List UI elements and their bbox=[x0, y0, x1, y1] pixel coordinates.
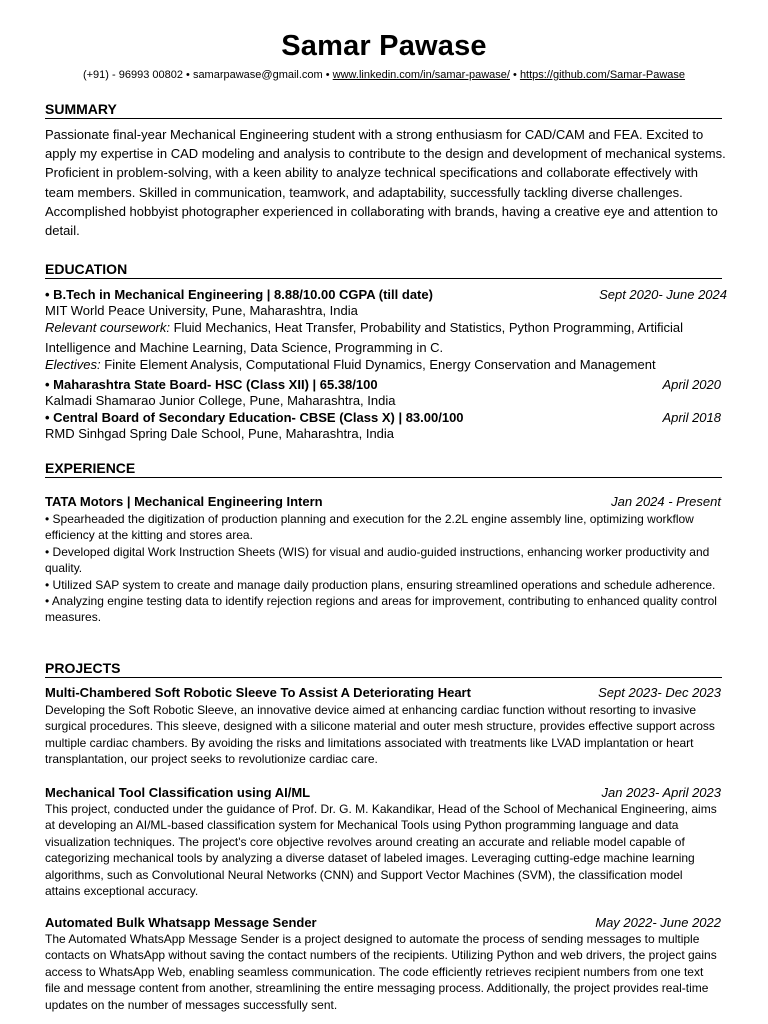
contact-line: (+91) - 96993 00802 • samarpawase@gmail.com • www.linkedin.com/in/samar-pawase/ • https://github.com/Samar-Pawase bbox=[82, 69, 686, 81]
ssc-title: • Central Board of Secondary Education- CBSE (Class X) | 83.00/100 bbox=[45, 410, 464, 425]
project-description: This project, conducted under the guidance of Prof. Dr. G. M. Kakandikar, Head of the School of Mechanical Engineering, aims at developing an AI/ML-based classification system for Mechanical Tools using Python programming language and data visualization techniques. The project's core objective revolves around creating an accurate and reliable model capable of categorizing mechanical tools by analyzing a diverse dataset of labeled images. Leveraging cutting-edge machine learning algorithms, such as Convolutional Neural Networks (CNN) and Support Vector Machines (SVM), the classification model attains exceptional accuracy. bbox=[45, 802, 717, 899]
btech-school: MIT World Peace University, Pune, Maharashtra, India bbox=[45, 303, 358, 318]
hsc-date: April 2020 bbox=[662, 377, 721, 392]
btech-electives bbox=[45, 357, 727, 373]
project-entry-2 bbox=[45, 785, 721, 801]
list-item: • Utilized SAP system to create and manage daily production plans, ensuring streamlined operations and schedule adherence. bbox=[45, 577, 716, 592]
phone-number: (+91) - 96993 00802 bbox=[82, 69, 183, 81]
education-entry-btech bbox=[45, 287, 727, 303]
project-date: May 2022- June 2022 bbox=[595, 915, 721, 930]
education-heading: EDUCATION bbox=[45, 261, 722, 279]
list-item: • Spearheaded the digitization of production planning and execution for the 2.2L engine assembly line, optimizing workflow efficiency at the kitting and stores area. bbox=[45, 512, 694, 543]
candidate-name: Samar Pawase bbox=[281, 30, 487, 62]
experience-entry bbox=[45, 494, 721, 510]
github-link[interactable]: https://github.com/Samar-Pawase bbox=[519, 69, 686, 81]
linkedin-link[interactable]: www.linkedin.com/in/samar-pawase/ bbox=[332, 69, 510, 81]
project-entry-3 bbox=[45, 915, 721, 931]
coursework-text: Fluid Mechanics, Heat Transfer, Probability and Statistics, Python Programming, Artificial Intelligence and Machine Learning, Data Science, Programming in C. bbox=[45, 320, 683, 355]
project-description: Developing the Soft Robotic Sleeve, an innovative device aimed at enhancing cardiac function without resorting to invasive surgical procedures. This sleeve, designed with a silicone material and outer mesh structure, provides effective support across multiple cardiac chambers. By avoiding the risks and limitations associated with treatments like LVAD implantation or heart transplantation, our project seeks to revolutionize cardiac care. bbox=[45, 703, 715, 767]
ssc-date: April 2018 bbox=[662, 410, 721, 425]
project-description: The Automated WhatsApp Message Sender is a project designed to automate the process of sending messages to multiple contacts on WhatsApp without saving the contact numbers of the recipients. Utilizing Python and web drivers, the project gains access to WhatsApp Web, enabling seamless communication. The code efficiently retrieves recipient numbers from one text file and message content from another, streamlining the entire messaging process. Additionally, the project provides real-time updates on the number of messages successfully sent. bbox=[45, 932, 717, 1012]
project-entry-1 bbox=[45, 685, 721, 701]
hsc-title: • Maharashtra State Board- HSC (Class XII) | 65.38/100 bbox=[45, 377, 378, 392]
btech-coursework bbox=[45, 318, 727, 357]
hsc-school: Kalmadi Shamarao Junior College, Pune, Maharashtra, India bbox=[45, 393, 396, 408]
project-title: Mechanical Tool Classification using AI/ML bbox=[45, 785, 311, 800]
project-date: Jan 2023- April 2023 bbox=[601, 785, 721, 800]
degree-title: • B.Tech in Mechanical Engineering | 8.88/10.00 CGPA (till date) bbox=[45, 287, 433, 302]
list-item: • Analyzing engine testing data to identify rejection regions and areas for improvement, contributing to enhanced quality control measures. bbox=[45, 594, 717, 625]
experience-bullets bbox=[45, 511, 717, 626]
experience-heading: EXPERIENCE bbox=[45, 460, 722, 478]
project-date: Sept 2023- Dec 2023 bbox=[598, 685, 721, 700]
email-address: samarpawase@gmail.com bbox=[192, 69, 323, 81]
project-title: Multi-Chambered Soft Robotic Sleeve To Assist A Deteriorating Heart bbox=[45, 685, 471, 700]
electives-label: Electives: bbox=[45, 357, 101, 372]
education-entry-hsc bbox=[45, 377, 721, 393]
summary-heading: SUMMARY bbox=[45, 101, 722, 119]
project-title: Automated Bulk Whatsapp Message Sender bbox=[45, 915, 317, 930]
electives-text: Finite Element Analysis, Computational Fluid Dynamics, Energy Conservation and Management bbox=[100, 357, 656, 372]
list-item: • Developed digital Work Instruction Sheets (WIS) for visual and audio-guided instructions, enhancing worker productivity and quality. bbox=[45, 544, 710, 576]
degree-date: Sept 2020- June 2024 bbox=[599, 287, 727, 302]
coursework-label: Relevant coursework: bbox=[45, 320, 170, 335]
summary-text: Passionate final-year Mechanical Engineering student with a strong enthusiasm for CAD/CAM and FEA. Excited to apply my expertise in CAD modeling and analysis to contribute to the design and development of mechanical systems. Proficient in problem-solving, with a keen ability to analyze technical specifications and collaborate effectively with team members. Skilled in communication, teamwork, and adaptability, successfully tackling diverse challenges. Accomplished hobbyist photographer experienced in collaborating with brands, having a creative eye and attention to detail. bbox=[45, 127, 726, 239]
job-date: Jan 2024 - Present bbox=[611, 494, 721, 509]
education-entry-ssc bbox=[45, 410, 721, 426]
projects-heading: PROJECTS bbox=[45, 660, 722, 678]
job-title: TATA Motors | Mechanical Engineering Intern bbox=[45, 494, 323, 509]
ssc-school: RMD Sinhgad Spring Dale School, Pune, Maharashtra, India bbox=[45, 426, 395, 441]
